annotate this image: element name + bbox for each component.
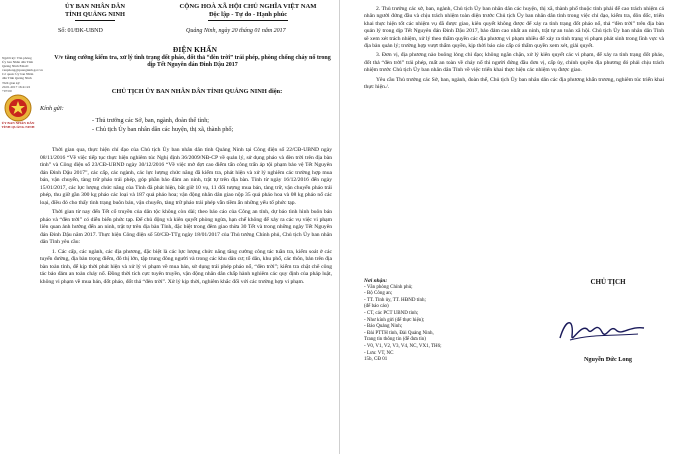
state-emblem-icon xyxy=(4,94,32,122)
document-title: ĐIỆN KHẨN xyxy=(172,45,218,54)
recipient-item: - Chủ tịch Ủy ban nhân dân các huyện, thị xã, thành phố; xyxy=(92,125,234,133)
paragraph: Yêu cầu Thủ trưởng các Sở, ban, ngành, đoàn thể, Chủ tịch Ủy ban nhân dân các địa phương khẩn trương, nghiêm túc triển khai thực hiện./. xyxy=(364,76,664,91)
paragraph: 3. Đơn vị, địa phương nào buông lỏng chỉ đạo; không ngăn chặn, xử lý kiên quyết các vi phạm, để xảy ra tình trạng đốt pháo, đốt thả “đèn trời” trái phép, mất an toàn về cháy nổ thì người đứng đầu đơn vị, cấp ủy, chính quyền địa phương đó phải chịu trách nhiệm trước Chủ tịch Ủy ban nhân dân Tỉnh về việc triển khai thực hiện các nhiệm vụ được giao. xyxy=(364,52,664,74)
signer-name: Nguyễn Đức Long xyxy=(583,356,633,363)
distribution-item: - Bộ Công an; xyxy=(364,291,393,297)
distribution-item: 15b, CĐ 01 xyxy=(364,357,388,363)
recipient-item: - Thủ trưởng các Sở, ban, ngành, đoàn thể tỉnh; xyxy=(92,117,210,124)
national-motto: Độc lập - Tự do - Hạnh phúc xyxy=(208,11,288,18)
paragraph: 2. Thủ trưởng các sở, ban, ngành, Chủ tịch Ủy ban nhân dân các huyện, thị xã, thành phố thuộc tỉnh phải để cao trách nhiệm cá nhân người đứng đầu và chịu trách nhiệm toàn diện trước Chủ tịch Ủy ban nhân dân tỉnh trong việc chỉ đạo, kiểm tra, đôn đốc, triển khai thực hiện tốt các nhiệm vụ đã được giao, kiên quyết không được để xảy ra tình trạng đốt pháo nổ, thả “đèn trời” trên địa bàn quản lý trong dịp Tết Nguyên đán Đinh Dậu 2017, bảo đảm cao nhất an ninh, trật tự an toàn xã hội. Chủ tịch Ủy ban nhân dân Tỉnh sẽ xem xét trách nhiệm, xử lý theo thẩm quyền các địa phương vi phạm nhiều để xảy ra tình trạng vi phạm phát sinh trong lĩnh vực và địa bàn quản lý; trường hợp vượt thẩm quyền, kịp thời báo cáo cấp có thẩm quyền xem xét, giải quyết. xyxy=(364,6,664,50)
distribution-title: Nơi nhận: xyxy=(364,278,388,284)
signer-title: CHỦ TỊCH xyxy=(590,278,626,286)
document-issuer-line: CHỦ TỊCH ỦY BAN NHÂN DÂN TỈNH QUẢNG NINH điện: xyxy=(111,88,283,95)
distribution-item: - Đài PTTH tỉnh, Đài Quảng Ninh, xyxy=(364,330,434,336)
distribution-item: - Như kính gửi (để thực hiện); xyxy=(364,317,425,323)
distribution-item: - CT, các PCT UBND tỉnh; xyxy=(364,310,419,316)
national-name: CỘNG HOÀ XÃ HỘI CHỦ NGHĨA VIỆT NAM xyxy=(179,3,317,10)
header-rule xyxy=(75,20,115,21)
document-page-2 xyxy=(342,0,680,454)
greeting: Kính gửi: xyxy=(40,105,64,112)
national-header xyxy=(160,3,336,21)
document-body-continued xyxy=(364,6,664,93)
document-number: Số: 01/ĐK-UBND xyxy=(58,28,103,34)
distribution-item: - Lưu: VT, NC xyxy=(364,350,394,356)
issuer-header xyxy=(40,3,150,21)
paragraph: 1. Các cấp, các ngành, các địa phương, đặc biệt là các lực lượng chức năng tăng cường công tác tuần tra, kiểm soát ở các tuyến đường, địa bàn trọng điểm, đô thị lớn, tập trung đông người và trong các khu dân cư; tổ dân, khu phố, các thôn, bản trên địa bàn toàn tỉnh, để kịp thời phát hiện và xử lý vi phạm về mua bán, sử dụng trái phép pháo nổ, “đèn trời”; kiểm tra chặt chẽ công tác bảo đảm an toàn cháy nổ. Đồng thời tích cực tuyên truyền, vận động nhân dân chấp hành nghiêm các quy định của pháp luật, không vi phạm về mua bán, đốt pháo, đốt thả “đèn trời”. Xử lý kịp thời, nghiêm khắc đối với các trường hợp vi phạm. xyxy=(40,248,332,285)
paragraph: Thời gian từ nay đến Tết cổ truyền của dân tộc không còn dài; theo báo cáo của Công an tỉnh, dự báo tình hình buôn bán pháo và “đèn trời” có diễn biến phức tạp. Để chủ động và kiên quyết phòng ngừa, hạn chế không để xảy ra các vụ việc vi phạm liên quan ảnh hưởng đến an ninh, trật tự trên địa bàn Tỉnh, đặc biệt trong đêm giao thừa 30 Tết và trong những ngày Tết Nguyên đán Đinh Dậu năm 2017. Thực hiện Công điện số 50/CĐ-TTg ngày 18/01/2017 của Thủ tướng Chính phủ, Chủ tịch Ủy ban nhân dân Tỉnh yêu cầu: xyxy=(40,209,332,245)
digital-signature-info: Người ký: Văn phòng Ủy ban Nhân dân Tỉnh Quảng Ninh Email: vanphong@quangninh.gov.vn Cơ quan: Ủy ban Nhân dân Tỉnh Quảng Ninh Thời gian ký: 20.01.2017 16:41:22 +07:00 xyxy=(2,56,43,93)
document-body xyxy=(40,147,332,288)
emblem-caption: ỦY BAN NHÂN DÂN TỈNH QUẢNG NINH xyxy=(1,121,35,129)
document-date: Quảng Ninh, ngày 20 tháng 01 năm 2017 xyxy=(186,28,286,34)
paragraph: Thời gian qua, thực hiện chỉ đạo của Chủ tịch Ủy ban nhân dân tỉnh Quảng Ninh tại Công điện số 22/CĐ-UBND ngày 08/11/2016 “Về việc tiếp tục thực hiện nghiêm túc Nghị định 36/2009/NĐ-CP về quản lý, sử dụng pháo và đèn trời trên địa bàn tỉnh” và Công điện số 23/CĐ-UBND ngày 30/12/2016 “Về việc mở đợt cao điểm tấn công trấn áp tội phạm bảo vệ Tết Nguyên đán Đinh Dậu 2017”, các cấp, các ngành, các lực lượng chức năng đã kiểm tra, phát hiện và xử lý nghiêm các trường hợp mua bán, vận chuyển, tàng trữ pháo trái phép, góp phần bảo đảm an ninh, trật tự trên địa bàn. Tính từ ngày 16/12/2016 đến ngày 15/01/2017, các lực lượng chức năng của Tỉnh đã phát hiện, bắt giữ 10 vụ, 11 đối tượng mua bán, tàng trữ, vận chuyển pháo trái phép, thu giữ gần 300 kg pháo các loại và 187 quả pháo hoa; vận động nhân dân giao nộp 35 quả pháo hoa và 08 kg pháo nổ các loại, điều đó cho thấy tình trạng buôn bán, vận chuyển, tàng trữ pháo trái phép vẫn tiềm ẩn những yếu tố phức tạp. xyxy=(40,147,332,206)
handwritten-signature-icon xyxy=(552,310,652,350)
issuer-line-2: TỈNH QUẢNG NINH xyxy=(64,11,125,18)
distribution-item: - TT. Tỉnh ủy, TT. HĐND tỉnh; xyxy=(364,297,426,303)
distribution-item: - Báo Quảng Ninh; xyxy=(364,324,403,330)
recipients-list xyxy=(92,117,233,134)
distribution-item: Trang tin thông tin (để đưa tin) xyxy=(364,337,426,343)
distribution-item: - Văn phòng Chính phủ; xyxy=(364,284,413,290)
document-subject: V/v tăng cường kiểm tra, xử lý tình trạng đốt pháo, đốt thả “đèn trời” trái phép, phòng chống cháy nổ trong dịp Tết Nguyên đán Đinh Dậu 2017 xyxy=(54,55,331,69)
distribution-list xyxy=(364,278,484,364)
distribution-item: (để báo cáo) xyxy=(364,304,389,310)
motto-rule xyxy=(208,20,288,21)
distribution-item: - V0, V1, V2, V3, V4, NC, VX1, TH6; xyxy=(364,343,442,349)
issuer-line-1: ỦY BAN NHÂN DÂN xyxy=(65,3,125,10)
